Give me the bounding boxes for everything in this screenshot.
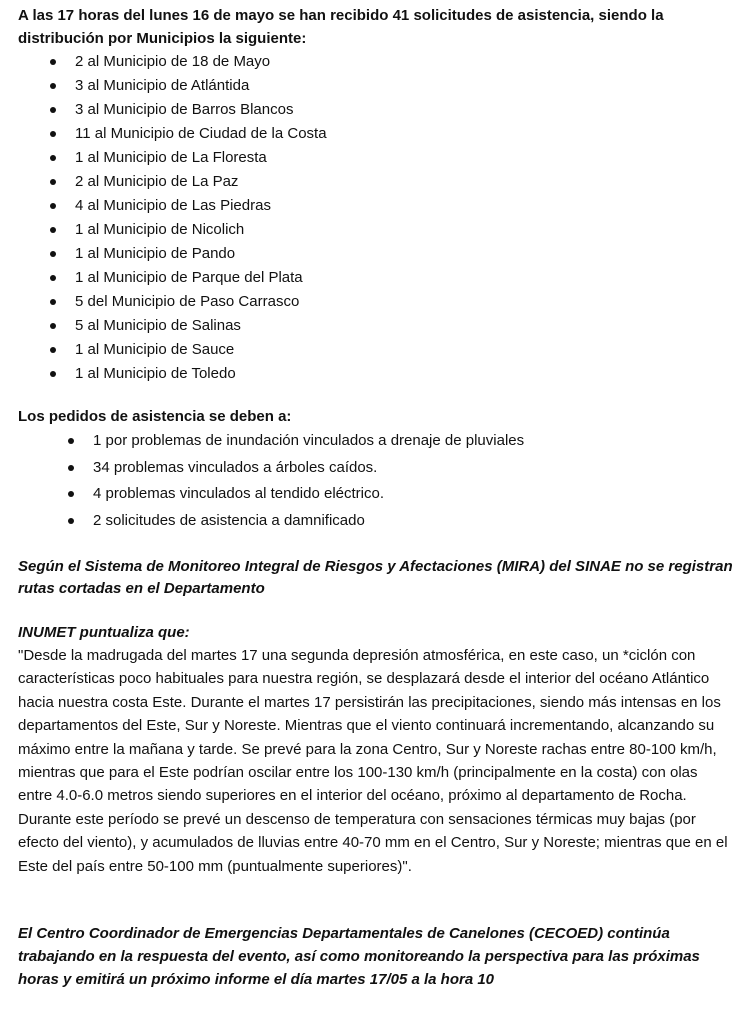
list-item-text: 1 al Municipio de Sauce xyxy=(75,341,235,358)
list-item xyxy=(18,338,734,362)
bullet-icon xyxy=(68,518,74,524)
list-item-text: 5 al Municipio de Salinas xyxy=(75,317,241,334)
bullet-icon xyxy=(50,227,56,233)
inumet-heading: INUMET puntualiza que: xyxy=(18,624,190,641)
bullet-icon xyxy=(50,83,56,89)
list-item-text: 1 al Municipio de Pando xyxy=(75,245,236,262)
municipios-list xyxy=(18,50,734,386)
bullet-icon xyxy=(68,465,74,471)
causas-list xyxy=(18,428,734,534)
list-item-text: 2 solicitudes de asistencia a damnificado xyxy=(93,511,365,529)
list-item-text: 4 al Municipio de Las Piedras xyxy=(75,197,271,214)
list-item-text: 4 problemas vinculados al tendido eléctrico. xyxy=(93,485,384,502)
bullet-icon xyxy=(50,251,56,257)
list-item-text: 5 del Municipio de Paso Carrasco xyxy=(75,293,300,310)
list-item xyxy=(18,194,734,218)
list-item xyxy=(18,74,734,98)
list-item xyxy=(18,266,734,290)
list-item-text: 11 al Municipio de Ciudad de la Costa xyxy=(75,125,327,142)
list-item-text: 1 al Municipio de La Floresta xyxy=(75,149,267,166)
list-item xyxy=(18,362,734,386)
list-item-text: 3 al Municipio de Atlántida xyxy=(75,77,250,94)
list-item-text: 2 al Municipio de La Paz xyxy=(75,173,239,190)
document-page xyxy=(18,4,734,991)
list-item-text: 34 problemas vinculados a árboles caídos. xyxy=(93,458,378,476)
list-item xyxy=(18,428,734,455)
list-item-text: 1 al Municipio de Nicolich xyxy=(75,221,245,238)
bullet-icon xyxy=(50,323,56,329)
list-item xyxy=(18,242,734,266)
bullet-icon xyxy=(68,438,74,444)
bullet-icon xyxy=(50,347,56,353)
list-item xyxy=(18,218,734,242)
list-item xyxy=(18,314,734,338)
list-item xyxy=(18,508,734,535)
list-item xyxy=(18,481,734,508)
list-item xyxy=(18,170,734,194)
mira-paragraph: Según el Sistema de Monitoreo Integral de Riesgos y Afectaciones (MIRA) del SINAE no se registran rutas cortadas en el Departamento xyxy=(18,558,733,597)
bullet-icon xyxy=(50,371,56,377)
list-item-text: 2 al Municipio de 18 de Mayo xyxy=(75,53,271,70)
bullet-icon xyxy=(50,131,56,137)
list-item xyxy=(18,146,734,170)
bullet-icon xyxy=(68,491,74,497)
bullet-icon xyxy=(50,203,56,209)
list-item xyxy=(18,455,734,482)
list-item-text: 1 al Municipio de Toledo xyxy=(75,365,236,382)
list-item xyxy=(18,122,734,146)
bullet-icon xyxy=(50,155,56,161)
list-item-text: 1 por problemas de inundación vinculados a drenaje de pluviales xyxy=(93,432,525,449)
list-item xyxy=(18,290,734,314)
list-item xyxy=(18,98,734,122)
causas-heading: Los pedidos de asistencia se deben a: xyxy=(18,408,292,425)
list-item-text: 1 al Municipio de Parque del Plata xyxy=(75,269,303,286)
bullet-icon xyxy=(50,275,56,281)
inumet-paragraph: "Desde la madrugada del martes 17 una segunda depresión atmosférica, en este caso, un *ciclón con características poco habituales para nuestra región, se desplazará desde el interior del océano Atlántico hacia nuestra costa Este. Durante el martes 17 persistirán las precipitaciones, siendo más intensas en los departamentos del Este, Sur y Noreste. Mientras que el viento continuará incrementando, alcanzando su máximo entre la mañana y tarde. Se prevé para la zona Centro, Sur y Noreste rachas entre 80-100 km/h, mientras que para el Este podrían oscilar entre los 100-130 km/h (principalmente en la costa) con olas entre 4.0-6.0 metros siendo superiores en el interior del océano, próximo al departamento de Rocha. Durante este período se prevé un descenso de temperatura con sensaciones térmicas muy bajas (por efecto del viento), y acumulados de lluvias entre 40-70 mm en el Centro, Sur y Noreste; mientras que en el Este del país entre 50-100 mm (puntualmente superiores)". xyxy=(18,647,728,875)
bullet-icon xyxy=(50,299,56,305)
list-item-text: 3 al Municipio de Barros Blancos xyxy=(75,101,294,118)
intro-paragraph: A las 17 horas del lunes 16 de mayo se han recibido 41 solicitudes de asistencia, siendo la distribución por Municipios la siguiente: xyxy=(18,7,664,47)
bullet-icon xyxy=(50,59,56,65)
list-item xyxy=(18,50,734,74)
bullet-icon xyxy=(50,107,56,113)
cecoed-paragraph: El Centro Coordinador de Emergencias Departamentales de Canelones (CECOED) continúa trabajando en la respuesta del evento, así como monitoreando la perspectiva para las próximas horas y emitirá un próximo informe el día martes 17/05 a la hora 10 xyxy=(18,925,700,989)
bullet-icon xyxy=(50,179,56,185)
